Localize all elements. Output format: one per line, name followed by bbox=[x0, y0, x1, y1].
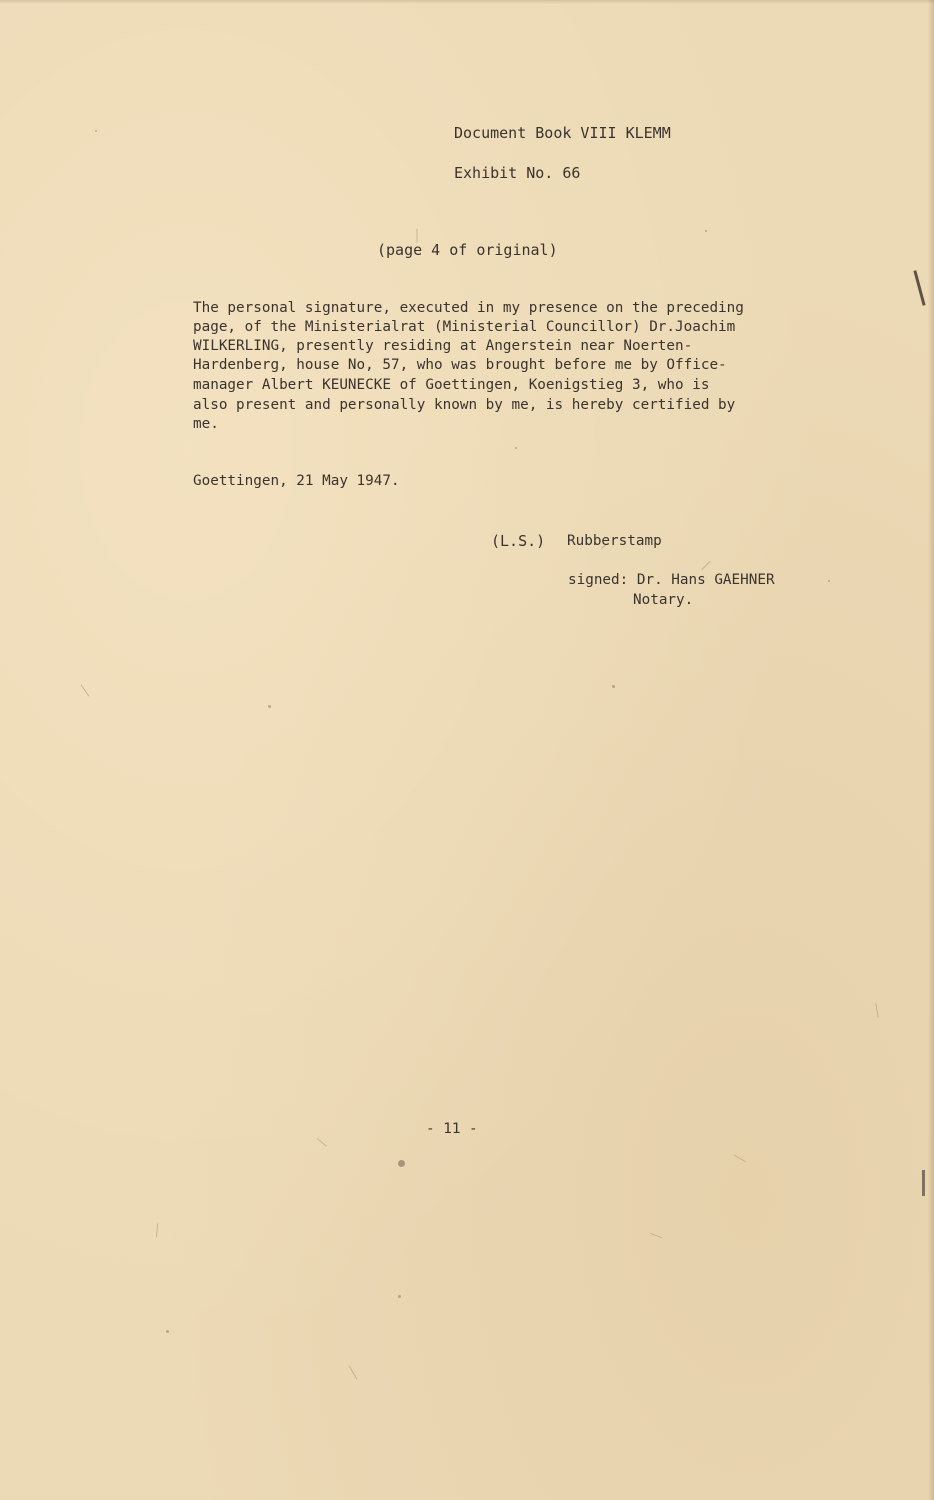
paper-fleck bbox=[398, 1160, 405, 1167]
paper-fleck bbox=[398, 1295, 401, 1298]
paper-fiber bbox=[156, 1223, 158, 1237]
paper-fiber bbox=[701, 561, 710, 570]
page-reference: (page 4 of original) bbox=[377, 241, 558, 259]
paper-fiber bbox=[349, 1365, 358, 1379]
paper-right-edge bbox=[928, 0, 934, 1500]
paper-fleck bbox=[95, 130, 97, 132]
paper-fleck bbox=[515, 447, 517, 449]
certification-line: The personal signature, executed in my presence on the preceding bbox=[193, 300, 744, 316]
paper-fiber bbox=[81, 684, 90, 696]
certification-line: page, of the Ministerialrat (Ministerial Councillor) Dr.Joachim bbox=[193, 319, 736, 335]
certification-line: WILKERLING, presently residing at Angerstein near Noerten- bbox=[193, 338, 693, 354]
paper-fleck bbox=[705, 230, 707, 232]
binding-mark bbox=[922, 1170, 925, 1196]
paper-fleck bbox=[612, 685, 615, 688]
certification-line: also present and personally known by me, is hereby certified by bbox=[193, 397, 736, 413]
certification-line: Hardenberg, house No, 57, who was brought before me by Office- bbox=[193, 357, 727, 373]
place-and-date: Goettingen, 21 May 1947. bbox=[193, 473, 400, 489]
paper-fiber bbox=[875, 1004, 878, 1018]
certification-line: me. bbox=[193, 416, 219, 432]
page-number: - 11 - bbox=[426, 1121, 478, 1137]
paper-fleck bbox=[268, 705, 271, 708]
certification-line: manager Albert KEUNECKE of Goettingen, Koenigstieg 3, who is bbox=[193, 377, 710, 393]
paper-fiber bbox=[650, 1233, 662, 1238]
paper-top-edge bbox=[0, 0, 934, 4]
paper-fiber bbox=[734, 1155, 747, 1163]
signature-line: signed: Dr. Hans GAEHNER bbox=[568, 572, 775, 588]
document-book-heading: Document Book VIII KLEMM bbox=[454, 124, 671, 142]
notary-title: Notary. bbox=[633, 592, 694, 608]
paper-fleck bbox=[166, 1330, 169, 1333]
rubberstamp-label: Rubberstamp bbox=[567, 533, 662, 549]
exhibit-number: Exhibit No. 66 bbox=[454, 164, 581, 182]
binding-mark bbox=[913, 270, 925, 306]
paper-fleck bbox=[828, 580, 830, 582]
paper-fiber bbox=[317, 1138, 327, 1146]
seal-mark: (L.S.) bbox=[491, 532, 546, 550]
